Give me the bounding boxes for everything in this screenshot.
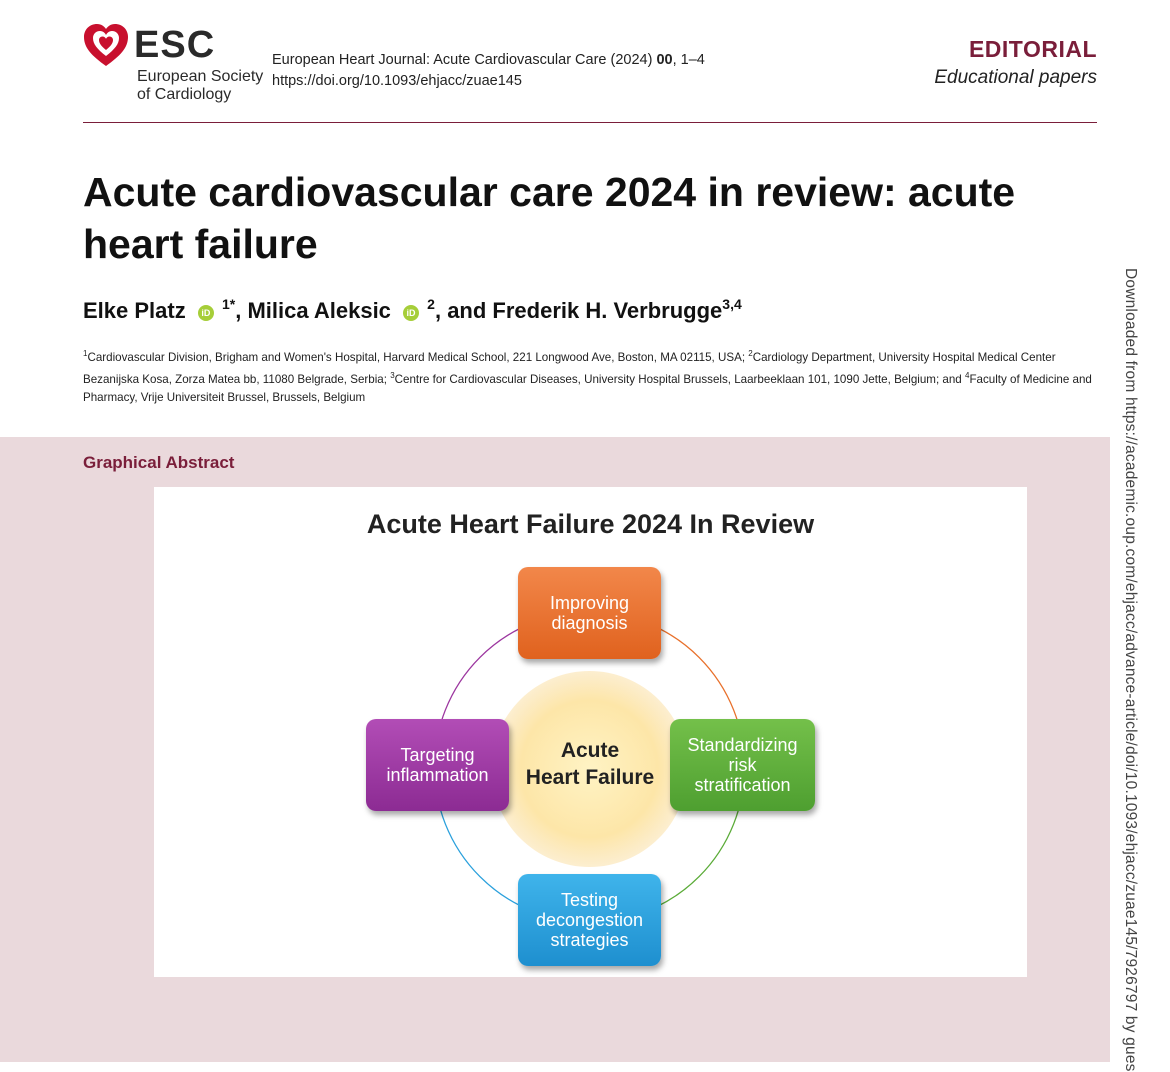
doi-link[interactable]: https://doi.org/10.1093/ehjacc/zuae145 bbox=[272, 73, 522, 89]
author-name: Elke Platz bbox=[83, 298, 186, 323]
orcid-icon[interactable]: iD bbox=[198, 305, 214, 321]
graphical-abstract-figure bbox=[154, 487, 1027, 977]
download-watermark: Downloaded from https://academic.oup.com/ehjacc/advance-article/doi/10.1093/ehjacc/zuae145/7926797 by gues bbox=[1122, 268, 1139, 1072]
author-affiliation-sup: 2 bbox=[427, 296, 435, 312]
logo-wordmark: ESC bbox=[134, 24, 216, 66]
box-improving-diagnosis: Improving diagnosis bbox=[518, 567, 661, 659]
esc-logo bbox=[82, 22, 272, 108]
article-type-block bbox=[934, 36, 1097, 89]
figure-title: Acute Heart Failure 2024 In Review bbox=[366, 509, 815, 539]
box-testing-decongestion: Testing decongestion strategies bbox=[518, 874, 661, 966]
author-affiliation-sup: 3,4 bbox=[722, 296, 742, 312]
article-title: Acute cardiovascular care 2024 in review: acute heart failure bbox=[83, 169, 1016, 267]
author-name: Frederik H. Verbrugge bbox=[492, 298, 723, 323]
logo-subtitle: European Society of Cardiology bbox=[137, 68, 264, 103]
journal-pages: , 1–4 bbox=[672, 52, 705, 68]
heart-logo-icon bbox=[82, 22, 130, 70]
affiliations: $^1$Cardiovascular Division, Brigham and Women's Hospital, Harvard Medical School, 221 Longwood Ave, Boston, MA 02115, USA; $^2$Cardiology Department, University Hospital Medical Center Bezanijska Kosa, Zorza Matea bb, 11080 Belgrade, Serbia; $^3$Centre for Cardiovascular Diseases, University Hospital Brussels, Laarbeeklaan 101, 1090 Jette, Belgium; and $^4$Faculty of Medicine and Pharmacy, Vrije Universiteit Brussel, Brussels, Belgium bbox=[83, 349, 1092, 404]
author-list: Elke Platz iD $^{1*}$, Milica Aleksic iD $^2$, and Frederik H. Verbrugge$^{3,4}$ bbox=[83, 296, 742, 323]
box-standardizing-risk: Standardizing risk stratification bbox=[670, 719, 815, 811]
article-section: Educational papers bbox=[934, 67, 1097, 88]
header-divider bbox=[83, 122, 1097, 123]
journal-name: European Heart Journal: Acute Cardiovascular Care (2024) bbox=[272, 52, 653, 68]
journal-volume: 00 bbox=[656, 52, 673, 68]
graphical-abstract-label: Graphical Abstract bbox=[83, 453, 235, 472]
author-name: Milica Aleksic bbox=[247, 298, 391, 323]
article-type: EDITORIAL bbox=[968, 36, 1097, 62]
orcid-icon[interactable]: iD bbox=[403, 305, 419, 321]
box-targeting-inflammation: Targeting inflammation bbox=[366, 719, 509, 811]
author-affiliation-sup: 1* bbox=[221, 296, 236, 312]
center-label: Acute Heart Failure bbox=[525, 739, 655, 789]
journal-citation bbox=[272, 50, 705, 92]
